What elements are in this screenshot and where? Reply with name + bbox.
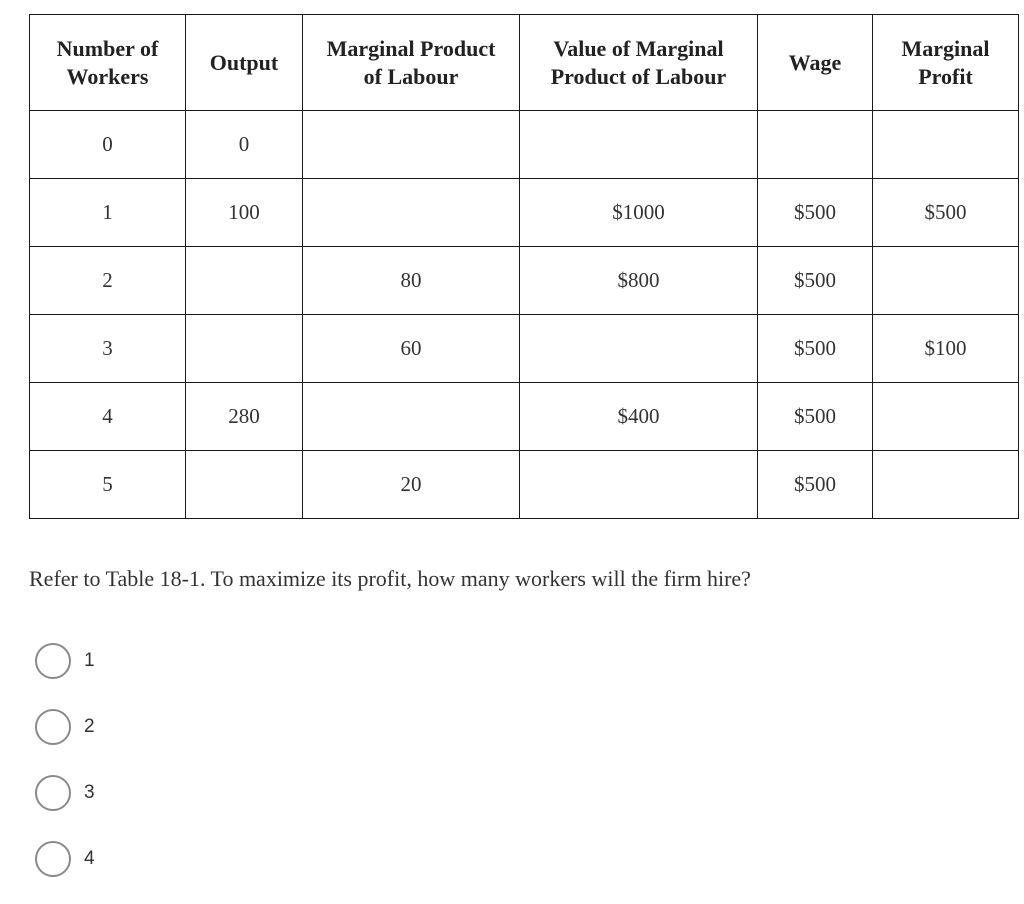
header-wage: Wage (758, 15, 873, 111)
question-text: Refer to Table 18-1. To maximize its profit, how many workers will the firm hire? (29, 566, 751, 591)
table-cell (873, 383, 1019, 451)
header-number-of-workers: Number of Workers (30, 15, 186, 111)
header-value-of-marginal-product: Value of Marginal Product of Labour (520, 15, 758, 111)
table-cell (873, 247, 1019, 315)
table-cell: $500 (758, 383, 873, 451)
header-marginal-product: Marginal Product of Labour (303, 15, 520, 111)
table-cell: $500 (758, 451, 873, 519)
header-output: Output (186, 15, 303, 111)
table-cell: $100 (873, 315, 1019, 383)
answer-option-label: 4 (84, 848, 95, 869)
answer-options (35, 640, 95, 904)
table-cell: 5 (30, 451, 186, 519)
table-cell (520, 451, 758, 519)
table-cell (520, 315, 758, 383)
table-cell: 0 (30, 111, 186, 179)
table-cell: 1 (30, 179, 186, 247)
table-cell: $800 (520, 247, 758, 315)
radio-button[interactable] (35, 775, 71, 811)
radio-button[interactable] (35, 841, 71, 877)
table-cell (303, 383, 520, 451)
answer-option-1[interactable] (35, 640, 95, 682)
table-row (30, 179, 1019, 247)
data-table-container (29, 14, 1019, 519)
table-cell (873, 111, 1019, 179)
table-cell: 0 (186, 111, 303, 179)
radio-button[interactable] (35, 643, 71, 679)
table-row (30, 451, 1019, 519)
table-cell (186, 315, 303, 383)
answer-option-label: 3 (84, 782, 95, 803)
table-cell: 3 (30, 315, 186, 383)
table-row (30, 383, 1019, 451)
table-cell: $500 (873, 179, 1019, 247)
table-cell: 80 (303, 247, 520, 315)
table-cell: $1000 (520, 179, 758, 247)
table-cell: $500 (758, 315, 873, 383)
table-cell: 2 (30, 247, 186, 315)
radio-button[interactable] (35, 709, 71, 745)
table-cell (758, 111, 873, 179)
table-row (30, 247, 1019, 315)
table-cell: $500 (758, 179, 873, 247)
header-marginal-profit: Marginal Profit (873, 15, 1019, 111)
table-cell: $400 (520, 383, 758, 451)
table-cell (303, 111, 520, 179)
table-cell (873, 451, 1019, 519)
answer-option-3[interactable] (35, 772, 95, 814)
table-cell: 20 (303, 451, 520, 519)
table-cell (186, 451, 303, 519)
table-row (30, 315, 1019, 383)
table-cell: $500 (758, 247, 873, 315)
table-cell (186, 247, 303, 315)
table-cell: 100 (186, 179, 303, 247)
answer-option-4[interactable] (35, 838, 95, 880)
table-cell (303, 179, 520, 247)
table-cell: 4 (30, 383, 186, 451)
answer-option-label: 1 (84, 650, 95, 671)
table-cell: 60 (303, 315, 520, 383)
data-table (29, 14, 1019, 519)
table-header-row (30, 15, 1019, 111)
table-cell: 280 (186, 383, 303, 451)
answer-option-label: 2 (84, 716, 95, 737)
table-row (30, 111, 1019, 179)
answer-option-2[interactable] (35, 706, 95, 748)
table-cell (520, 111, 758, 179)
